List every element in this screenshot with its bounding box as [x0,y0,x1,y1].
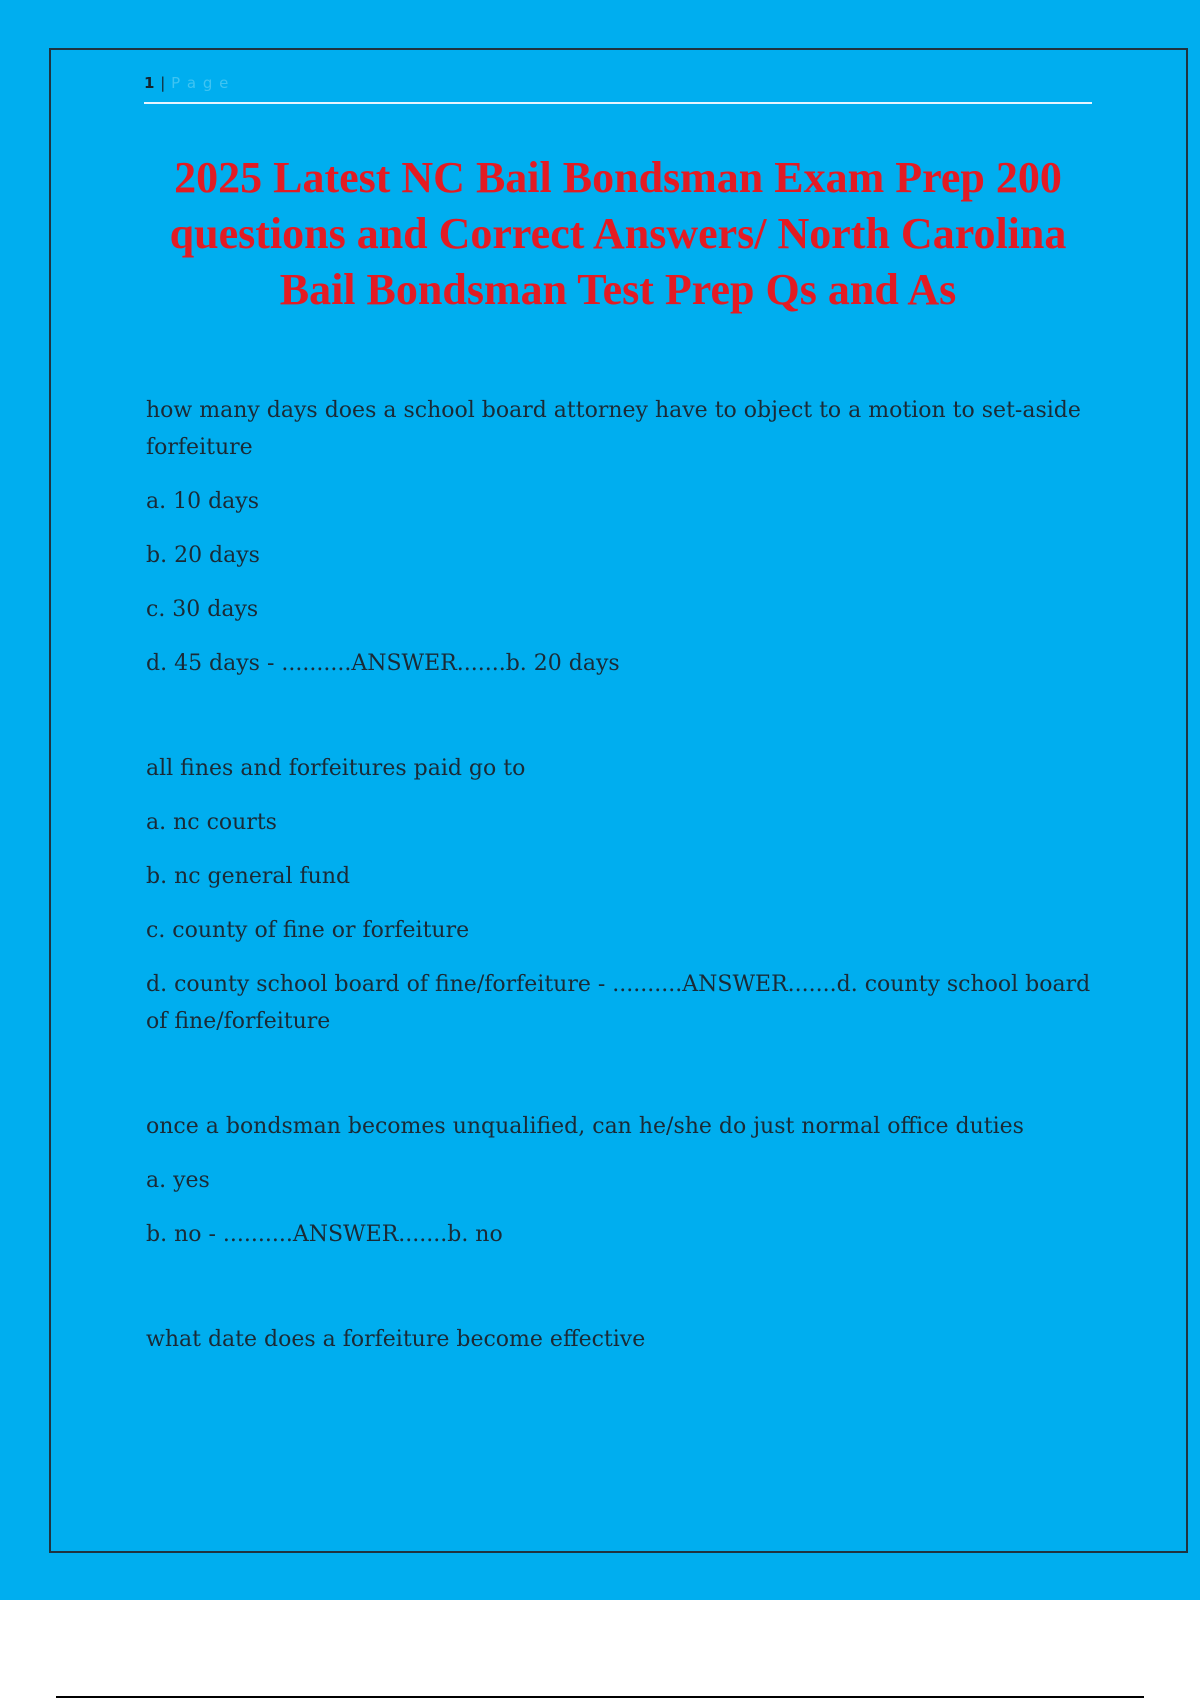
answer-option: c. county of fine or forfeiture [146,918,470,943]
answer-option: d. 45 days - ..........ANSWER.......b. 20 days [146,651,620,676]
question-text: what date does a forfeiture become effective [146,1327,646,1352]
question-text: how many days does a school board attorney have to object to a motion to set-aside forfeiture [146,398,1081,460]
question-block [146,392,1092,682]
question-text: all fines and forfeitures paid go to [146,756,526,781]
page-label: P a g e [171,74,230,92]
answer-option: a. yes [146,1168,210,1193]
answer-option: b. no - ..........ANSWER.......b. no [146,1222,503,1247]
page-number: 1 [144,74,155,92]
page-separator: | [160,74,166,92]
answer-option: b. nc general fund [146,864,351,889]
answer-option: a. 10 days [146,489,260,514]
question-block [146,1321,1092,1358]
question-block [146,1108,1092,1253]
question-list [146,392,1092,1375]
page-header [144,74,1092,104]
question-block [146,750,1092,1040]
page-divider [56,1696,1144,1698]
answer-option: a. nc courts [146,810,277,835]
answer-option: d. county school board of fine/forfeiture - ..........ANSWER.......d. county school board of fine/forfeiture [146,972,1091,1034]
answer-option: c. 30 days [146,597,259,622]
answer-option: b. 20 days [146,543,260,568]
document-title: 2025 Latest NC Bail Bondsman Exam Prep 200 questions and Correct Answers/ North Carolina Bail Bondsman Test Prep Qs and As [169,153,1067,314]
question-text: once a bondsman becomes unqualified, can he/she do just normal office duties [146,1114,1024,1139]
